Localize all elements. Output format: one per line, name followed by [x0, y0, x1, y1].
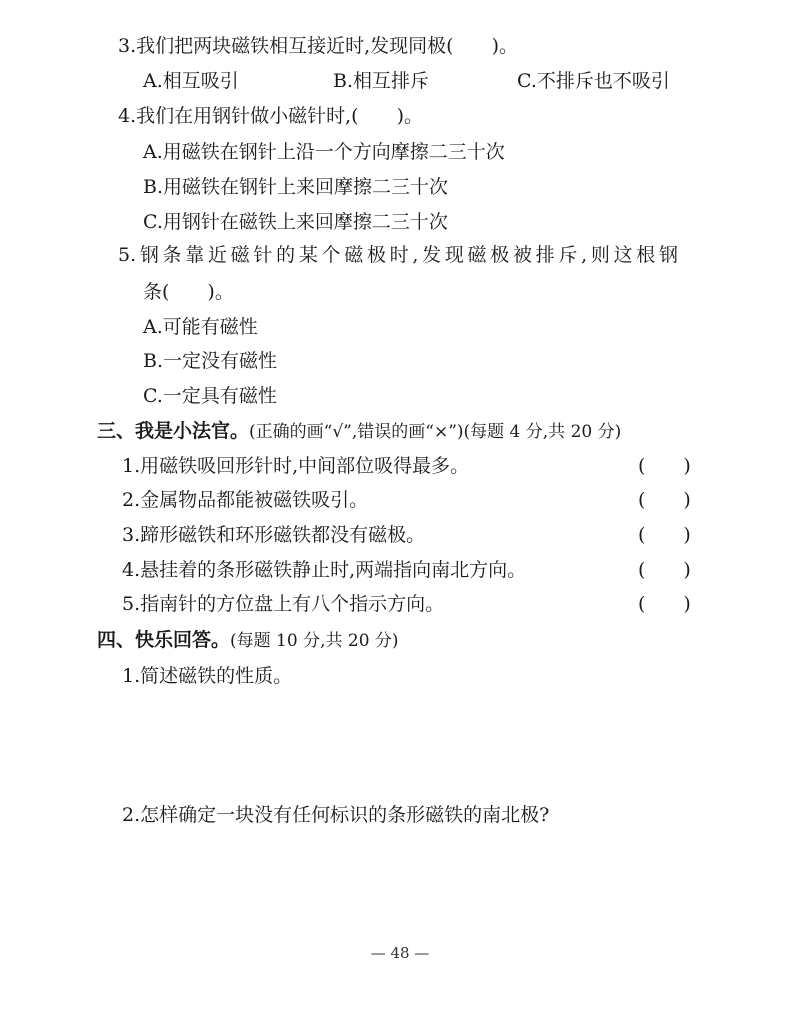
q4-option-c: C.用钢针在磁铁上来回摩擦二三十次	[143, 211, 448, 233]
section-4-heading: 四、快乐回答。	[97, 629, 231, 651]
section-3-note: (正确的画“√”,错误的画“×”)(每题 4 分,共 20 分)	[249, 422, 622, 442]
q3-option-a: A.相互吸引	[143, 70, 239, 92]
q5-option-b: B.一定没有磁性	[143, 350, 278, 372]
answer-question-1: 1.简述磁铁的性质。	[122, 665, 293, 687]
page-number: — 48 —	[370, 944, 430, 962]
judge-item-3: 3.蹄形磁铁和环形磁铁都没有磁极。	[122, 524, 426, 546]
question-4-stem: 4.我们在用钢针做小磁针时,( )。	[118, 105, 423, 127]
judge-item-1: 1.用磁铁吸回形针时,中间部位吸得最多。	[122, 455, 470, 477]
q3-option-b: B.相互排斥	[333, 70, 430, 92]
q5-option-c: C.一定具有磁性	[143, 385, 277, 407]
question-5-stem-line-2: 条( )。	[143, 281, 234, 303]
answer-question-2: 2.怎样确定一块没有任何标识的条形磁铁的南北极?	[122, 804, 550, 826]
question-5-stem-line-1: 5.钢条靠近磁针的某个磁极时,发现磁极被排斥,则这根钢	[118, 244, 678, 266]
judge-answer-blank-1[interactable]: ( )	[638, 455, 691, 477]
question-3-stem: 3.我们把两块磁铁相互接近时,发现同极( )。	[118, 35, 518, 57]
judge-item-5: 5.指南针的方位盘上有八个指示方向。	[122, 593, 445, 615]
section-3-title	[97, 418, 621, 445]
judge-item-2: 2.金属物品都能被磁铁吸引。	[122, 489, 369, 511]
judge-answer-blank-2[interactable]: ( )	[638, 489, 691, 511]
q4-option-a: A.用磁铁在钢针上沿一个方向摩擦二三十次	[143, 141, 505, 163]
section-4-note: (每题 10 分,共 20 分)	[230, 631, 399, 651]
judge-answer-blank-4[interactable]: ( )	[638, 559, 691, 581]
section-3-heading: 三、我是小法官。	[97, 420, 250, 442]
q4-option-b: B.用磁铁在钢针上来回摩擦二三十次	[143, 176, 449, 198]
judge-answer-blank-5[interactable]: ( )	[638, 593, 691, 615]
section-4-title	[97, 627, 399, 654]
judge-answer-blank-3[interactable]: ( )	[638, 524, 691, 546]
q5-option-a: A.可能有磁性	[143, 316, 258, 338]
judge-item-4: 4.悬挂着的条形磁铁静止时,两端指向南北方向。	[122, 559, 527, 581]
q3-option-c: C.不排斥也不吸引	[517, 70, 670, 92]
